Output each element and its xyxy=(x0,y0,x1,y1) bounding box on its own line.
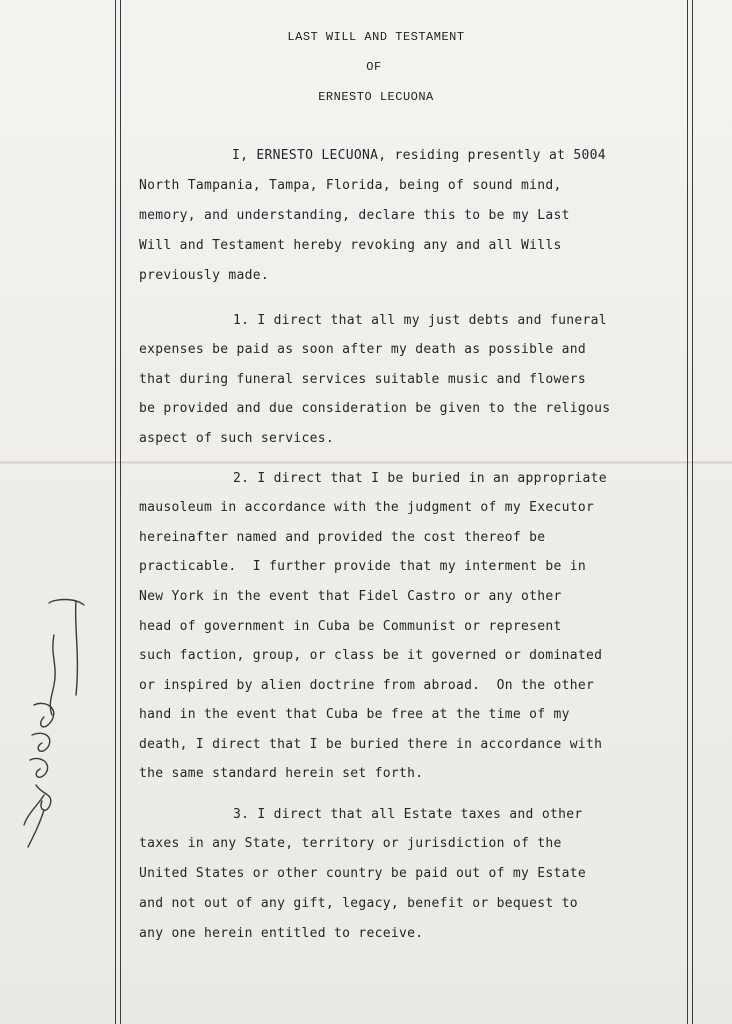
document-title: LAST WILL AND TESTAMENT xyxy=(287,30,465,44)
clause-2-line: or inspired by alien doctrine from abroad. On the other xyxy=(139,678,595,693)
clause-3-line: taxes in any State, territory or jurisdiction of the xyxy=(139,836,562,851)
testator-name: ERNESTO LECUONA xyxy=(318,90,434,104)
left-margin-rule xyxy=(115,0,116,1024)
intro-line: North Tampania, Tampa, Florida, being of sound mind, xyxy=(139,178,562,193)
clause-1-line: 1. I direct that all my just debts and funeral xyxy=(233,313,607,328)
left-margin-rule-inner xyxy=(120,0,121,1024)
right-margin-rule xyxy=(692,0,693,1024)
clause-3-line: 3. I direct that all Estate taxes and other xyxy=(233,807,583,822)
clause-2-line: mausoleum in accordance with the judgment of my Executor xyxy=(139,500,595,515)
document-title-of: OF xyxy=(366,60,382,74)
intro-line: Will and Testament hereby revoking any and all Wills xyxy=(139,238,562,253)
clause-2-line: New York in the event that Fidel Castro or any other xyxy=(139,589,562,604)
clause-3-line: any one herein entitled to receive. xyxy=(139,926,424,941)
clause-1-line: aspect of such services. xyxy=(139,431,335,446)
clause-1-line: be provided and due consideration be given to the religous xyxy=(139,401,611,416)
clause-2-line: practicable. I further provide that my interment be in xyxy=(139,559,586,574)
clause-2-line: such faction, group, or class be it governed or dominated xyxy=(139,648,603,663)
intro-line: memory, and understanding, declare this to be my Last xyxy=(139,208,570,223)
paper-fold xyxy=(0,461,732,464)
clause-3-line: and not out of any gift, legacy, benefit or bequest to xyxy=(139,896,578,911)
clause-1-line: expenses be paid as soon after my death as possible and xyxy=(139,342,586,357)
clause-2-line: head of government in Cuba be Communist or represent xyxy=(139,619,562,634)
clause-1-line: that during funeral services suitable music and flowers xyxy=(139,372,586,387)
clause-2-line: 2. I direct that I be buried in an appropriate xyxy=(233,471,607,486)
intro-line: previously made. xyxy=(139,268,270,283)
clause-2-line: the same standard herein set forth. xyxy=(139,766,424,781)
clause-2-line: hereinafter named and provided the cost thereof be xyxy=(139,530,546,545)
clause-2-line: death, I direct that I be buried there in accordance with xyxy=(139,737,603,752)
clause-3-line: United States or other country be paid out of my Estate xyxy=(139,866,586,881)
clause-2-line: hand in the event that Cuba be free at the time of my xyxy=(139,707,570,722)
right-margin-rule-inner xyxy=(687,0,688,1024)
signature xyxy=(14,595,94,855)
intro-line: I, ERNESTO LECUONA, residing presently at 5004 xyxy=(232,148,606,163)
